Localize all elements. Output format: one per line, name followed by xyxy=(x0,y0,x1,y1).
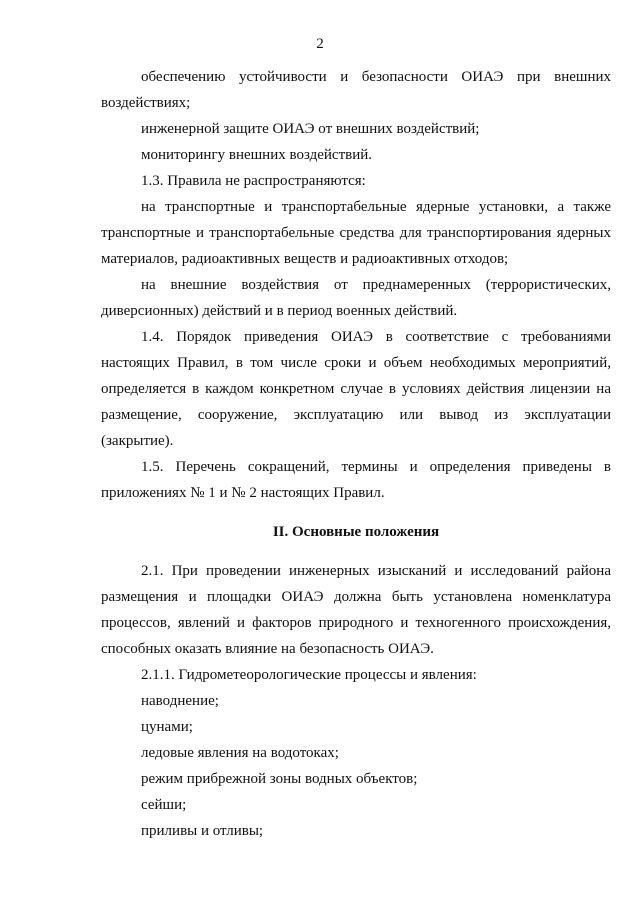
paragraph: 1.3. Правила не распространяются: xyxy=(141,173,366,189)
list-item: режим прибрежной зоны водных объектов; xyxy=(141,771,418,787)
section-heading: II. Основные положения xyxy=(272,524,440,540)
list-item: сейши; xyxy=(141,797,187,813)
list-item: наводнение; xyxy=(141,693,219,709)
paragraph: инженерной защите ОИАЭ от внешних воздействий; xyxy=(141,121,480,137)
paragraph: мониторингу внешних воздействий. xyxy=(141,147,373,163)
document-body xyxy=(101,64,611,844)
paragraph: на внешние воздействия от преднамеренных (террористических, диверсионных) действий и в период военных действий. xyxy=(101,277,611,319)
list-item: ледовые явления на водотоках; xyxy=(141,745,339,761)
list-item: приливы и отливы; xyxy=(141,823,264,839)
paragraph: 2.1. При проведении инженерных изысканий и исследований района размещения и площадки ОИАЭ должна быть установлена номенклатура процессов, явлений и факторов природного и техногенного происхождения, способных оказать влияние на безопасность ОИАЭ. xyxy=(101,563,611,657)
paragraph: 2.1.1. Гидрометеорологические процессы и явления: xyxy=(141,667,477,683)
paragraph: 1.5. Перечень сокращений, термины и определения приведены в приложениях № 1 и № 2 настоящих Правил. xyxy=(101,459,611,501)
paragraph: обеспечению устойчивости и безопасности ОИАЭ при внешних воздействиях; xyxy=(101,69,611,111)
paragraph: 1.4. Порядок приведения ОИАЭ в соответствие с требованиями настоящих Правил, в том числе сроки и объем необходимых мероприятий, определяется в каждом конкретном случае в условиях действия лицензии на размещение, сооружение, эксплуатацию или вывод из эксплуатации (закрытие). xyxy=(101,329,611,449)
page-number: 2 xyxy=(316,36,324,52)
paragraph: на транспортные и транспортабельные ядерные установки, а также транспортные и транспортабельные средства для транспортирования ядерных материалов, радиоактивных веществ и радиоактивных отходов; xyxy=(101,199,611,267)
list-item: цунами; xyxy=(141,719,193,735)
